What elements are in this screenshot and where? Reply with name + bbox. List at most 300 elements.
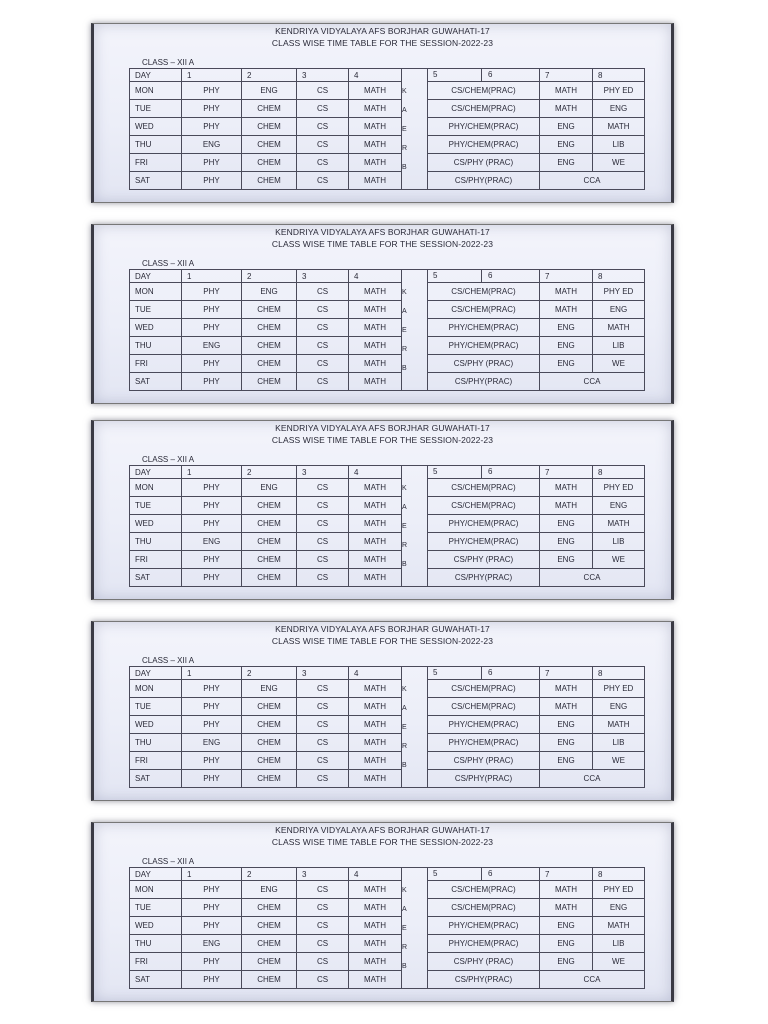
period-cell: CHEM [242, 752, 297, 770]
table-row [130, 497, 645, 515]
break-letter: B [402, 163, 407, 171]
period-cell: CS [297, 355, 349, 373]
break-letter: A [402, 106, 407, 114]
header-period-3: 3 [297, 868, 349, 881]
table-row [130, 752, 645, 770]
period-cell: CHEM [242, 770, 297, 788]
header-row [130, 868, 645, 881]
header-period-5-6 [428, 466, 540, 479]
period-cell: PHY [182, 319, 242, 337]
period-cell: PHY [182, 716, 242, 734]
day-cell: WED [130, 319, 182, 337]
header-period-4: 4 [349, 868, 402, 881]
period-cell-merged: CCA [540, 569, 645, 587]
header-period-5: 5 [433, 869, 438, 878]
day-cell: FRI [130, 752, 182, 770]
table-row [130, 680, 645, 698]
period-cell: CS [297, 935, 349, 953]
break-letter: R [402, 742, 408, 750]
period-cell: CS/PHY (PRAC) [428, 355, 540, 373]
period-cell: ENG [540, 154, 593, 172]
period-cell-merged: CCA [540, 770, 645, 788]
break-column [402, 270, 428, 391]
day-cell: TUE [130, 497, 182, 515]
table-row [130, 82, 645, 100]
header-period-5: 5 [433, 467, 438, 476]
header-period-5: 5 [433, 668, 438, 677]
period-cell: MATH [593, 515, 645, 533]
period-cell: CS [297, 136, 349, 154]
school-name: KENDRIYA VIDYALAYA AFS BORJHAR GUWAHATI-17 [275, 227, 490, 237]
table-row [130, 716, 645, 734]
period-cell: PHY [182, 899, 242, 917]
day-cell: TUE [130, 100, 182, 118]
header-period-5-6 [428, 667, 540, 680]
header-period-1: 1 [182, 466, 242, 479]
header-period-3: 3 [297, 69, 349, 82]
break-letter: R [402, 345, 408, 353]
period-cell: PHY/CHEM(PRAC) [428, 515, 540, 533]
table-row [130, 515, 645, 533]
header-period-5-6 [428, 868, 540, 881]
period-cell: CHEM [242, 337, 297, 355]
period-cell: ENG [593, 698, 645, 716]
period-cell: ENG [540, 337, 593, 355]
table-row [130, 154, 645, 172]
period-cell: WE [593, 752, 645, 770]
day-cell: FRI [130, 355, 182, 373]
day-cell: THU [130, 734, 182, 752]
period-cell: CS [297, 301, 349, 319]
period-cell: MATH [540, 479, 593, 497]
timetable [129, 68, 645, 190]
break-letter: A [402, 905, 407, 913]
period-cell: PHY/CHEM(PRAC) [428, 533, 540, 551]
class-label: CLASS – XII A [142, 259, 195, 268]
header-period-2: 2 [242, 667, 297, 680]
period-cell: MATH [349, 283, 402, 301]
period-cell: MATH [349, 935, 402, 953]
period-cell: CS [297, 154, 349, 172]
header-period-6: 6 [488, 467, 493, 476]
period-cell: MATH [540, 82, 593, 100]
period-cell: CS [297, 515, 349, 533]
period-cell: PHY/CHEM(PRAC) [428, 917, 540, 935]
period-cell: PHY/CHEM(PRAC) [428, 136, 540, 154]
day-cell: TUE [130, 899, 182, 917]
period-cell: PHY [182, 698, 242, 716]
period-cell: ENG [593, 100, 645, 118]
period-cell: CS [297, 899, 349, 917]
period-cell: ENG [593, 301, 645, 319]
day-cell: FRI [130, 953, 182, 971]
period-cell: MATH [540, 881, 593, 899]
break-column [402, 868, 428, 989]
table-row [130, 569, 645, 587]
period-cell: MATH [540, 680, 593, 698]
period-cell: PHY [182, 373, 242, 391]
period-cell: ENG [242, 82, 297, 100]
period-cell: MATH [349, 319, 402, 337]
period-cell: MATH [349, 82, 402, 100]
header-row [130, 667, 645, 680]
period-cell: PHY/CHEM(PRAC) [428, 319, 540, 337]
break-letter: K [402, 484, 407, 492]
period-cell: MATH [540, 100, 593, 118]
day-cell: MON [130, 479, 182, 497]
period-cell: CS [297, 971, 349, 989]
break-column [402, 466, 428, 587]
period-cell: CHEM [242, 100, 297, 118]
period-cell: MATH [540, 497, 593, 515]
period-cell: WE [593, 154, 645, 172]
class-label: CLASS – XII A [142, 455, 195, 464]
timetable-heading: CLASS WISE TIME TABLE FOR THE SESSION-2022-23 [271, 38, 494, 48]
period-cell: PHY [182, 680, 242, 698]
period-cell: CHEM [242, 971, 297, 989]
table-row [130, 899, 645, 917]
table-row [130, 337, 645, 355]
header-period-7: 7 [540, 69, 593, 82]
table-row [130, 479, 645, 497]
header-period-1: 1 [182, 868, 242, 881]
timetable-heading: CLASS WISE TIME TABLE FOR THE SESSION-2022-23 [271, 837, 494, 847]
period-cell: CS/CHEM(PRAC) [428, 680, 540, 698]
period-cell: MATH [349, 881, 402, 899]
break-letter: B [402, 962, 407, 970]
table-row [130, 136, 645, 154]
period-cell: CS [297, 551, 349, 569]
period-cell: CS/CHEM(PRAC) [428, 698, 540, 716]
period-cell: CHEM [242, 136, 297, 154]
period-cell: MATH [349, 479, 402, 497]
table-row [130, 734, 645, 752]
header-period-8: 8 [593, 69, 645, 82]
period-cell: PHY [182, 118, 242, 136]
period-cell: CS/PHY(PRAC) [428, 971, 540, 989]
period-cell: ENG [540, 355, 593, 373]
period-cell: MATH [593, 319, 645, 337]
period-cell: MATH [349, 373, 402, 391]
header-period-7: 7 [540, 868, 593, 881]
class-label: CLASS – XII A [142, 656, 195, 665]
period-cell: CS [297, 319, 349, 337]
table-row [130, 551, 645, 569]
period-cell: MATH [593, 917, 645, 935]
timetable [129, 269, 645, 391]
period-cell: CS [297, 953, 349, 971]
table-row [130, 319, 645, 337]
day-cell: WED [130, 917, 182, 935]
period-cell: CS/CHEM(PRAC) [428, 301, 540, 319]
day-cell: MON [130, 82, 182, 100]
period-cell: CS/CHEM(PRAC) [428, 283, 540, 301]
period-cell: CS [297, 734, 349, 752]
period-cell: MATH [349, 551, 402, 569]
period-cell: CS [297, 82, 349, 100]
day-cell: MON [130, 881, 182, 899]
period-cell: CS/PHY (PRAC) [428, 154, 540, 172]
period-cell: CHEM [242, 301, 297, 319]
period-cell: CHEM [242, 497, 297, 515]
period-cell: WE [593, 355, 645, 373]
header-period-1: 1 [182, 69, 242, 82]
period-cell: PHY/CHEM(PRAC) [428, 716, 540, 734]
period-cell: CS [297, 497, 349, 515]
day-cell: WED [130, 716, 182, 734]
table-row [130, 172, 645, 190]
table-row [130, 283, 645, 301]
table-row [130, 533, 645, 551]
period-cell: CS [297, 917, 349, 935]
header-period-1: 1 [182, 270, 242, 283]
break-letter: B [402, 761, 407, 769]
period-cell: PHY/CHEM(PRAC) [428, 118, 540, 136]
period-cell: PHY [182, 100, 242, 118]
period-cell: PHY [182, 82, 242, 100]
timetable-heading: CLASS WISE TIME TABLE FOR THE SESSION-2022-23 [271, 636, 494, 646]
header-period-8: 8 [593, 667, 645, 680]
period-cell: PHY [182, 283, 242, 301]
period-cell: MATH [349, 716, 402, 734]
period-cell: PHY [182, 551, 242, 569]
period-cell: MATH [349, 917, 402, 935]
table-row [130, 971, 645, 989]
header-period-2: 2 [242, 868, 297, 881]
period-cell: ENG [540, 935, 593, 953]
header-day: DAY [130, 868, 182, 881]
break-letter: A [402, 503, 407, 511]
period-cell: MATH [349, 752, 402, 770]
break-letter: E [402, 522, 407, 530]
period-cell: MATH [349, 337, 402, 355]
period-cell: CS [297, 533, 349, 551]
period-cell: MATH [349, 734, 402, 752]
header-period-4: 4 [349, 270, 402, 283]
break-letter: B [402, 364, 407, 372]
header-row [130, 69, 645, 82]
period-cell: ENG [540, 734, 593, 752]
period-cell: MATH [349, 953, 402, 971]
period-cell: LIB [593, 734, 645, 752]
day-cell: TUE [130, 698, 182, 716]
period-cell: CS [297, 770, 349, 788]
period-cell: PHY ED [593, 283, 645, 301]
day-cell: SAT [130, 971, 182, 989]
table-row [130, 373, 645, 391]
header-period-5: 5 [433, 271, 438, 280]
period-cell: MATH [349, 680, 402, 698]
period-cell: PHY [182, 301, 242, 319]
period-cell: PHY [182, 515, 242, 533]
period-cell: ENG [242, 283, 297, 301]
period-cell: PHY [182, 479, 242, 497]
period-cell: CHEM [242, 899, 297, 917]
day-cell: FRI [130, 551, 182, 569]
header-period-3: 3 [297, 667, 349, 680]
break-letter: K [402, 87, 407, 95]
period-cell: CHEM [242, 935, 297, 953]
header-day: DAY [130, 466, 182, 479]
period-cell: CHEM [242, 515, 297, 533]
class-label: CLASS – XII A [142, 857, 195, 866]
header-period-2: 2 [242, 270, 297, 283]
period-cell-merged: CCA [540, 373, 645, 391]
timetable-photo-5 [91, 822, 674, 1002]
period-cell: CS [297, 373, 349, 391]
timetable-heading: CLASS WISE TIME TABLE FOR THE SESSION-2022-23 [271, 239, 494, 249]
period-cell: CHEM [242, 355, 297, 373]
period-cell: MATH [540, 698, 593, 716]
header-period-3: 3 [297, 466, 349, 479]
period-cell: MATH [349, 497, 402, 515]
timetable-photo-2 [91, 224, 674, 404]
header-period-2: 2 [242, 466, 297, 479]
period-cell: MATH [349, 515, 402, 533]
period-cell: PHY [182, 770, 242, 788]
period-cell: CHEM [242, 172, 297, 190]
period-cell: MATH [349, 118, 402, 136]
period-cell: WE [593, 953, 645, 971]
period-cell: MATH [593, 118, 645, 136]
header-period-1: 1 [182, 667, 242, 680]
timetable-photo-1 [91, 23, 674, 203]
break-letter: K [402, 886, 407, 894]
day-cell: SAT [130, 373, 182, 391]
table-row [130, 118, 645, 136]
header-period-5: 5 [433, 70, 438, 79]
header-period-4: 4 [349, 466, 402, 479]
break-letter: R [402, 541, 408, 549]
day-cell: SAT [130, 172, 182, 190]
period-cell: MATH [540, 301, 593, 319]
period-cell: PHY [182, 355, 242, 373]
header-period-2: 2 [242, 69, 297, 82]
period-cell: CHEM [242, 698, 297, 716]
period-cell: MATH [349, 136, 402, 154]
period-cell: ENG [182, 935, 242, 953]
header-day: DAY [130, 69, 182, 82]
period-cell: CHEM [242, 917, 297, 935]
day-cell: MON [130, 283, 182, 301]
period-cell: ENG [242, 479, 297, 497]
period-cell: PHY [182, 881, 242, 899]
header-period-8: 8 [593, 270, 645, 283]
period-cell: ENG [182, 533, 242, 551]
period-cell: CS/PHY(PRAC) [428, 770, 540, 788]
header-row [130, 466, 645, 479]
school-name: KENDRIYA VIDYALAYA AFS BORJHAR GUWAHATI-17 [275, 825, 490, 835]
day-cell: THU [130, 533, 182, 551]
break-letter: E [402, 723, 407, 731]
period-cell: CS/CHEM(PRAC) [428, 82, 540, 100]
period-cell: ENG [540, 118, 593, 136]
period-cell: MATH [349, 154, 402, 172]
day-cell: FRI [130, 154, 182, 172]
period-cell: ENG [540, 533, 593, 551]
class-label: CLASS – XII A [142, 58, 195, 67]
break-letter: R [402, 144, 408, 152]
period-cell: MATH [349, 569, 402, 587]
period-cell: LIB [593, 337, 645, 355]
period-cell: PHY [182, 752, 242, 770]
period-cell: CS/CHEM(PRAC) [428, 479, 540, 497]
period-cell: ENG [540, 136, 593, 154]
timetable [129, 867, 645, 989]
period-cell: MATH [349, 533, 402, 551]
school-name: KENDRIYA VIDYALAYA AFS BORJHAR GUWAHATI-17 [275, 624, 490, 634]
header-period-3: 3 [297, 270, 349, 283]
period-cell: PHY/CHEM(PRAC) [428, 337, 540, 355]
period-cell: CS [297, 881, 349, 899]
day-cell: WED [130, 118, 182, 136]
period-cell: CS [297, 752, 349, 770]
break-letter: K [402, 685, 407, 693]
period-cell: CS/PHY (PRAC) [428, 752, 540, 770]
period-cell: CS [297, 172, 349, 190]
header-period-6: 6 [488, 70, 493, 79]
day-cell: THU [130, 935, 182, 953]
period-cell: CS/CHEM(PRAC) [428, 881, 540, 899]
break-letter: K [402, 288, 407, 296]
break-column [402, 69, 428, 190]
period-cell: CS/PHY(PRAC) [428, 569, 540, 587]
period-cell: CS [297, 337, 349, 355]
period-cell: CS/PHY (PRAC) [428, 551, 540, 569]
period-cell: ENG [593, 899, 645, 917]
period-cell: MATH [349, 100, 402, 118]
day-cell: TUE [130, 301, 182, 319]
header-period-4: 4 [349, 667, 402, 680]
period-cell: ENG [540, 716, 593, 734]
header-period-7: 7 [540, 466, 593, 479]
period-cell: CHEM [242, 716, 297, 734]
period-cell: ENG [540, 551, 593, 569]
period-cell: PHY [182, 971, 242, 989]
period-cell: ENG [182, 337, 242, 355]
timetable-photo-3 [91, 420, 674, 600]
period-cell: PHY ED [593, 479, 645, 497]
period-cell: CHEM [242, 373, 297, 391]
period-cell: CS [297, 680, 349, 698]
period-cell: CS/PHY (PRAC) [428, 953, 540, 971]
period-cell-merged: CCA [540, 172, 645, 190]
period-cell: MATH [349, 355, 402, 373]
period-cell: CHEM [242, 118, 297, 136]
period-cell: MATH [349, 698, 402, 716]
period-cell-merged: CCA [540, 971, 645, 989]
period-cell: ENG [540, 752, 593, 770]
break-column [402, 667, 428, 788]
day-cell: SAT [130, 569, 182, 587]
table-row [130, 881, 645, 899]
period-cell: CS/PHY(PRAC) [428, 373, 540, 391]
header-period-5-6 [428, 69, 540, 82]
header-period-6: 6 [488, 271, 493, 280]
day-cell: WED [130, 515, 182, 533]
timetable-photo-4 [91, 621, 674, 801]
period-cell: CS [297, 569, 349, 587]
day-cell: SAT [130, 770, 182, 788]
period-cell: CHEM [242, 734, 297, 752]
period-cell: CHEM [242, 319, 297, 337]
break-letter: E [402, 125, 407, 133]
school-name: KENDRIYA VIDYALAYA AFS BORJHAR GUWAHATI-17 [275, 423, 490, 433]
period-cell: MATH [349, 899, 402, 917]
period-cell: CS/CHEM(PRAC) [428, 100, 540, 118]
period-cell: MATH [349, 971, 402, 989]
period-cell: MATH [349, 770, 402, 788]
